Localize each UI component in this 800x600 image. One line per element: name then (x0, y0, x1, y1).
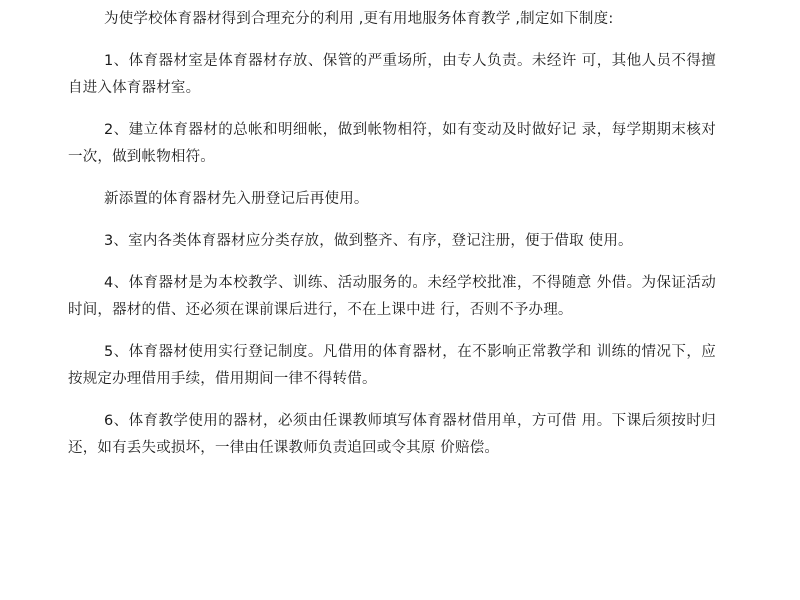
rule-3-paragraph: 3、室内各类体育器材应分类存放，做到整齐、有序，登记注册，便于借取 使用。 (104, 233, 633, 249)
rule-6-paragraph: 6、体育教学使用的器材，必须由任课教师填写体育器材借用单，方可借 用。下课后须按时归还，如有丢失或损坏，一律由任课教师负责追回或令其原 价赔偿。 (68, 413, 716, 456)
new-equipment-paragraph: 新添置的体育器材先入册登记后再使用。 (104, 191, 369, 207)
rule-1-paragraph: 1、体育器材室是体育器材存放、保管的严重场所，由专人负责。未经许 可，其他人员不得擅自进入体育器材室。 (68, 53, 716, 96)
rule-2-paragraph: 2、建立体育器材的总帐和明细帐，做到帐物相符，如有变动及时做好记 录，每学期期末核对一次，做到帐物相符。 (68, 122, 716, 165)
rule-5-paragraph: 5、体育器材使用实行登记制度。凡借用的体育器材，在不影响正常教学和 训练的情况下，应按规定办理借用手续，借用期间一律不得转借。 (68, 344, 716, 387)
intro-paragraph: 为使学校体育器材得到合理充分的利用 ,更有用地服务体育教学 ,制定如下制度: (104, 11, 614, 27)
rule-4-paragraph: 4、体育器材是为本校教学、训练、活动服务的。未经学校批准，不得随意 外借。为保证活动时间，器材的借、还必须在课前课后进行，不在上课中进 行，否则不予办理。 (68, 275, 716, 318)
